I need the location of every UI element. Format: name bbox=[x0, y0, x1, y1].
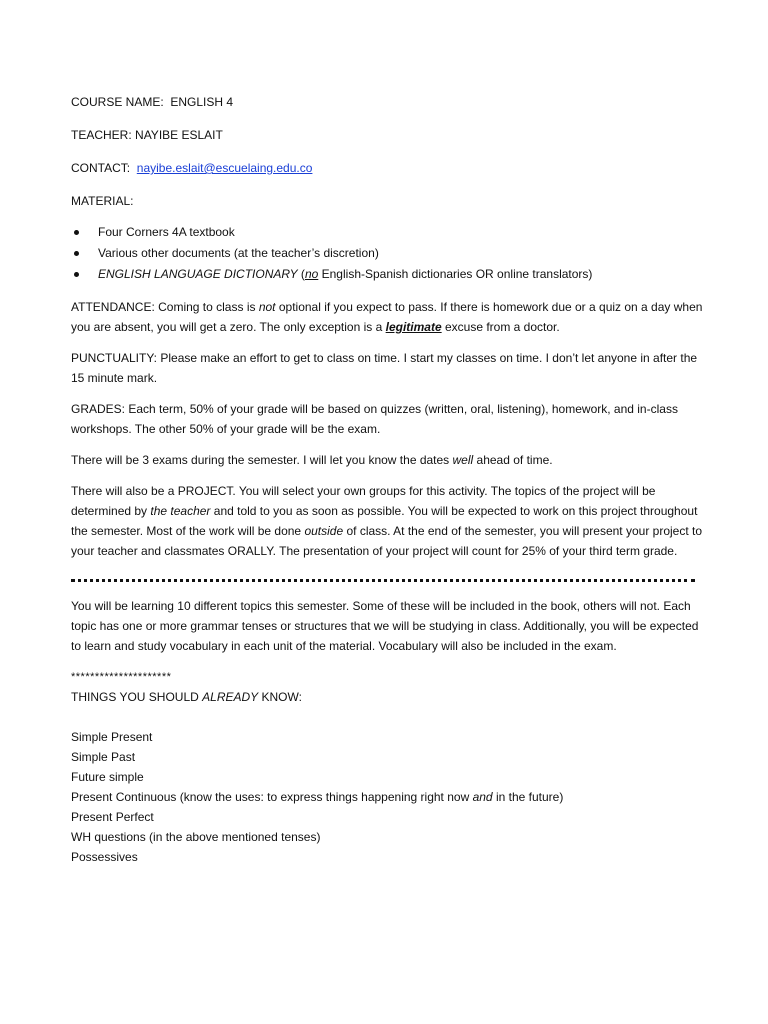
project-text-a: There will also be a PROJECT. You will select your own groups for this activity. The topics of the project will be determined by bbox=[71, 484, 656, 518]
course-name-line bbox=[71, 92, 711, 112]
dictionary-rest: English-Spanish dictionaries OR online translators) bbox=[318, 267, 593, 281]
exams-text-a: There will be 3 exams during the semester. I will let you know the dates bbox=[71, 453, 453, 467]
attendance-text-b: optional if you expect to pass. If there is homework due or a quiz on a day when you are absent, you will get a zero. The only exception is a bbox=[71, 300, 703, 334]
asterisk-separator: ********************* bbox=[71, 671, 172, 683]
teacher-value: NAYIBE ESLAIT bbox=[135, 128, 223, 142]
material-item-textbook: Four Corners 4A textbook bbox=[71, 222, 711, 243]
material-item-dictionary bbox=[71, 264, 711, 285]
course-name-label: COURSE NAME: bbox=[71, 95, 164, 109]
material-item-documents: Various other documents (at the teacher’s discretion) bbox=[71, 243, 711, 264]
dotted-divider bbox=[71, 579, 695, 582]
project-text-b: and told to you as soon as possible. You will be expected to work on this project throughout the semester. Most of the work will be done bbox=[71, 504, 698, 538]
contact-label: CONTACT: bbox=[71, 161, 131, 175]
know-text-b: KNOW: bbox=[258, 690, 302, 704]
dictionary-paren: ( bbox=[297, 267, 305, 281]
project-outside: outside bbox=[304, 524, 344, 538]
teacher-label: TEACHER: bbox=[71, 128, 132, 142]
present-continuous-and: and bbox=[472, 790, 493, 804]
document-body bbox=[71, 92, 711, 867]
teacher-line bbox=[71, 125, 711, 145]
tense-present-continuous bbox=[71, 787, 711, 807]
attendance-text-a: ATTENDANCE: Coming to class is bbox=[71, 300, 259, 314]
project-text-c: of class. At the end of the semester, you will present your project to your teacher and classmates ORALLY. The presentation of your project will count for 25% of your third term grade. bbox=[71, 524, 703, 558]
present-continuous-text-b: in the future) bbox=[492, 790, 564, 804]
attendance-paragraph bbox=[71, 297, 711, 337]
contact-line bbox=[71, 158, 711, 178]
tense-possessives: Possessives bbox=[71, 850, 138, 864]
course-name-value: ENGLISH 4 bbox=[170, 95, 234, 109]
know-text-a: THINGS YOU SHOULD bbox=[71, 690, 203, 704]
contact-email-link[interactable]: nayibe.eslait@escuelaing.edu.co bbox=[136, 161, 313, 175]
topics-paragraph: You will be learning 10 different topics this semester. Some of these will be included in the book, others will not. Each topic has one or more grammar tenses or structures that we will be studying in class. Additionally, you will be expected to learn and study vocabulary in each unit of the material. Vocabulary will also be included in the exam. bbox=[71, 599, 699, 653]
know-already: ALREADY bbox=[202, 690, 259, 704]
tense-present-perfect: Present Perfect bbox=[71, 810, 154, 824]
material-list bbox=[71, 222, 711, 285]
exams-well: well bbox=[452, 453, 474, 467]
project-paragraph bbox=[71, 481, 711, 561]
dictionary-no: no bbox=[304, 267, 319, 281]
material-heading: MATERIAL: bbox=[71, 194, 134, 208]
present-continuous-text-a: Present Continuous (know the uses: to express things happening right now bbox=[71, 790, 473, 804]
project-teacher: the teacher bbox=[150, 504, 211, 518]
tense-simple-present: Simple Present bbox=[71, 730, 153, 744]
attendance-text-c: excuse from a doctor. bbox=[441, 320, 560, 334]
attendance-legitimate: legitimate bbox=[385, 320, 442, 334]
attendance-not: not bbox=[258, 300, 276, 314]
things-to-know-heading bbox=[71, 687, 711, 707]
dictionary-title: ENGLISH LANGUAGE DICTIONARY bbox=[98, 267, 298, 281]
tense-simple-past: Simple Past bbox=[71, 750, 136, 764]
spacer bbox=[71, 707, 711, 727]
exams-text-b: ahead of time. bbox=[473, 453, 553, 467]
tense-wh-questions: WH questions (in the above mentioned tenses) bbox=[71, 830, 321, 844]
exams-paragraph bbox=[71, 450, 711, 470]
tense-future-simple: Future simple bbox=[71, 770, 144, 784]
punctuality-paragraph: PUNCTUALITY: Please make an effort to get to class on time. I start my classes on time. I don’t let anyone in after the 15 minute mark. bbox=[71, 351, 698, 385]
grades-paragraph: GRADES: Each term, 50% of your grade will be based on quizzes (written, oral, listening), homework, and in-class workshops. The other 50% of your grade will be the exam. bbox=[71, 402, 678, 436]
